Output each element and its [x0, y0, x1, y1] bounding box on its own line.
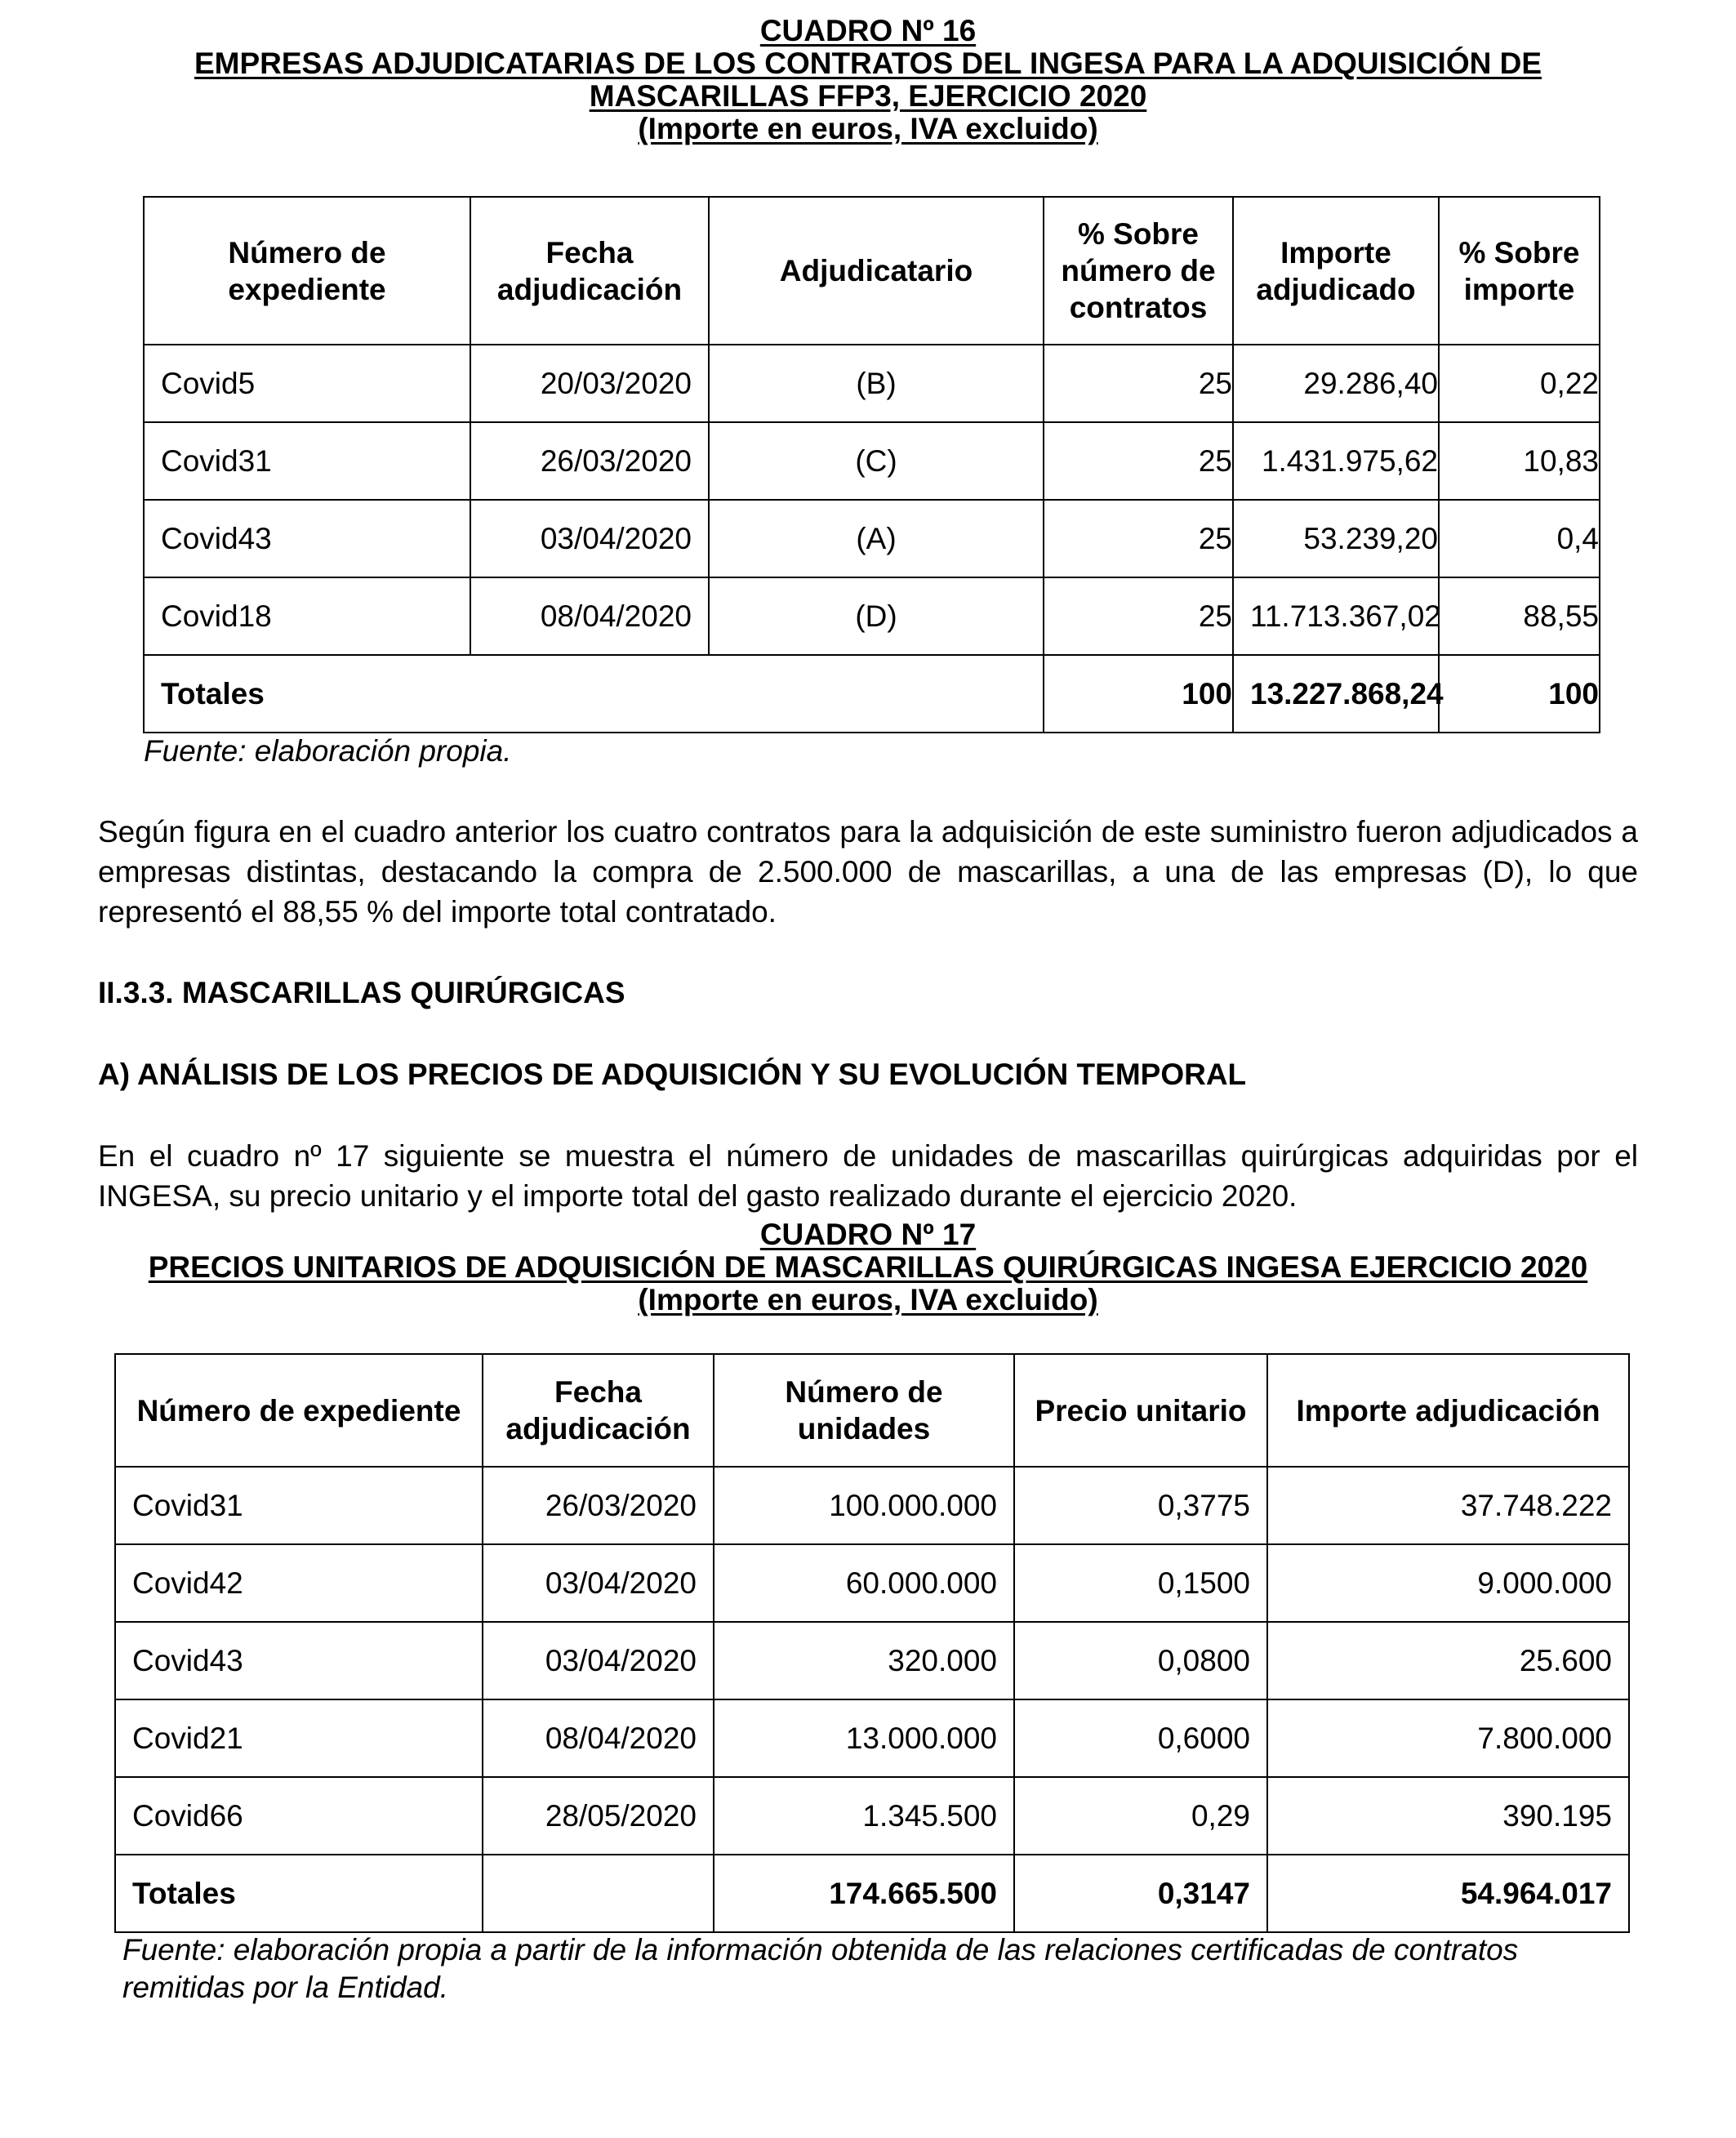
- table-cell: (D): [709, 577, 1044, 655]
- cuadro16-title-line: MASCARILLAS FFP3, EJERCICIO 2020: [589, 79, 1147, 113]
- table-cell: 0,6000: [1014, 1699, 1267, 1777]
- subsection-heading: A) ANÁLISIS DE LOS PRECIOS DE ADQUISICIÓN Y SU EVOLUCIÓN TEMPORAL: [98, 1058, 1247, 1091]
- table-cell: Covid42: [115, 1544, 483, 1622]
- table-cell: Covid43: [115, 1622, 483, 1699]
- table-totals-row: [144, 655, 1600, 733]
- table-cell: 03/04/2020: [483, 1544, 714, 1622]
- body-paragraph: En el cuadro nº 17 siguiente se muestra el número de unidades de mascarillas quirúrgicas adquiridas por el INGESA, su precio unitario y el importe total del gasto realizado durante el ejercicio 2020.: [98, 1139, 1638, 1213]
- table-cell: (A): [709, 500, 1044, 577]
- cuadro17-title-line: (Importe en euros, IVA excluido): [638, 1283, 1098, 1316]
- column-header: Número de unidades: [714, 1354, 1014, 1467]
- table-row: [115, 1467, 1629, 1544]
- table-row: [144, 500, 1600, 577]
- cuadro17-title-line: PRECIOS UNITARIOS DE ADQUISICIÓN DE MASCARILLAS QUIRÚRGICAS INGESA EJERCICIO 2020: [148, 1250, 1588, 1284]
- table-cell: 25.600: [1267, 1622, 1629, 1699]
- column-header: Número de expediente: [115, 1354, 483, 1467]
- table-row: [115, 1699, 1629, 1777]
- column-header: Fecha adjudicación: [470, 197, 709, 345]
- table-cell: 25: [1044, 500, 1233, 577]
- column-header: Precio unitario: [1014, 1354, 1267, 1467]
- cuadro17-title: [0, 1218, 1736, 1316]
- totals-cell: 0,3147: [1014, 1855, 1267, 1932]
- column-header: Número de expediente: [144, 197, 470, 345]
- table-cell: 0,1500: [1014, 1544, 1267, 1622]
- table-cell: 0,3775: [1014, 1467, 1267, 1544]
- table-cell: (C): [709, 422, 1044, 500]
- column-header: Fecha adjudicación: [483, 1354, 714, 1467]
- table-cell: Covid5: [144, 345, 470, 422]
- table-cell: 0,0800: [1014, 1622, 1267, 1699]
- table-cell: 88,55: [1439, 577, 1600, 655]
- table-row: [144, 577, 1600, 655]
- table-cell: 03/04/2020: [470, 500, 709, 577]
- table-cell: Covid31: [144, 422, 470, 500]
- totals-cell: 54.964.017: [1267, 1855, 1629, 1932]
- table-header-row: [115, 1354, 1629, 1467]
- totals-label: Totales: [115, 1855, 483, 1932]
- table-cell: 9.000.000: [1267, 1544, 1629, 1622]
- column-header: % Sobre importe: [1439, 197, 1600, 345]
- cuadro17-title-line: CUADRO Nº 17: [759, 1218, 977, 1251]
- column-header: % Sobre número de contratos: [1044, 197, 1233, 345]
- cuadro17-source-line: remitidas por la Entidad.: [122, 1971, 448, 2004]
- cuadro16-title-line: EMPRESAS ADJUDICATARIAS DE LOS CONTRATOS DEL INGESA PARA LA ADQUISICIÓN DE: [194, 47, 1542, 80]
- table-row: [144, 345, 1600, 422]
- cuadro17-table: [114, 1353, 1630, 1933]
- cuadro16-title-line: (Importe en euros, IVA excluido): [638, 112, 1098, 145]
- table-cell: Covid31: [115, 1467, 483, 1544]
- table-cell: 25: [1044, 577, 1233, 655]
- table-row: [115, 1777, 1629, 1855]
- table-cell: 7.800.000: [1267, 1699, 1629, 1777]
- table-cell: 08/04/2020: [470, 577, 709, 655]
- totals-cell: 13.227.868,24: [1233, 655, 1439, 733]
- table-cell: Covid21: [115, 1699, 483, 1777]
- table-cell: (B): [709, 345, 1044, 422]
- table-totals-row: [115, 1855, 1629, 1932]
- cuadro17-source: [122, 1931, 1518, 2007]
- table-cell: 25: [1044, 422, 1233, 500]
- column-header: Adjudicatario: [709, 197, 1044, 345]
- table-cell: 11.713.367,02: [1233, 577, 1439, 655]
- table-cell: 26/03/2020: [483, 1467, 714, 1544]
- cuadro16-table: [143, 196, 1600, 733]
- table-row: [115, 1622, 1629, 1699]
- table-cell: 26/03/2020: [470, 422, 709, 500]
- cuadro16-title-line: CUADRO Nº 16: [759, 14, 977, 47]
- table-row: [144, 422, 1600, 500]
- table-cell: 29.286,40: [1233, 345, 1439, 422]
- table-cell: 25: [1044, 345, 1233, 422]
- table-cell: 53.239,20: [1233, 500, 1439, 577]
- table-cell: 320.000: [714, 1622, 1014, 1699]
- table-cell: 60.000.000: [714, 1544, 1014, 1622]
- cuadro16-source: Fuente: elaboración propia.: [144, 734, 512, 768]
- totals-cell: 174.665.500: [714, 1855, 1014, 1932]
- table-cell: 1.345.500: [714, 1777, 1014, 1855]
- table-header-row: [144, 197, 1600, 345]
- table-cell: 03/04/2020: [483, 1622, 714, 1699]
- table-cell: 0,29: [1014, 1777, 1267, 1855]
- table-cell: 0,22: [1439, 345, 1600, 422]
- body-paragraph: Según figura en el cuadro anterior los cuatro contratos para la adquisición de este suministro fueron adjudicados a empresas distintas, destacando la compra de 2.500.000 de mascarillas, a una de las empresas (D), lo que representó el 88,55 % del importe total contratado.: [98, 815, 1638, 929]
- totals-cell: 100: [1044, 655, 1233, 733]
- table-cell: 0,4: [1439, 500, 1600, 577]
- totals-cell: 100: [1439, 655, 1600, 733]
- table-cell: 10,83: [1439, 422, 1600, 500]
- table-row: [115, 1544, 1629, 1622]
- cuadro16-title: [0, 15, 1736, 145]
- table-cell: Covid18: [144, 577, 470, 655]
- table-cell: 390.195: [1267, 1777, 1629, 1855]
- table-cell: 20/03/2020: [470, 345, 709, 422]
- column-header: Importe adjudicado: [1233, 197, 1439, 345]
- cuadro17-source-line: Fuente: elaboración propia a partir de la información obtenida de las relaciones certificadas de contratos: [122, 1933, 1519, 1967]
- table-cell: 100.000.000: [714, 1467, 1014, 1544]
- totals-cell-empty: [483, 1855, 714, 1932]
- table-cell: 08/04/2020: [483, 1699, 714, 1777]
- totals-label: Totales: [144, 655, 1044, 733]
- table-cell: 13.000.000: [714, 1699, 1014, 1777]
- table-cell: Covid43: [144, 500, 470, 577]
- table-cell: Covid66: [115, 1777, 483, 1855]
- table-cell: 1.431.975,62: [1233, 422, 1439, 500]
- table-cell: 28/05/2020: [483, 1777, 714, 1855]
- table-cell: 37.748.222: [1267, 1467, 1629, 1544]
- column-header: Importe adjudicación: [1267, 1354, 1629, 1467]
- section-heading: II.3.3. MASCARILLAS QUIRÚRGICAS: [98, 976, 625, 1009]
